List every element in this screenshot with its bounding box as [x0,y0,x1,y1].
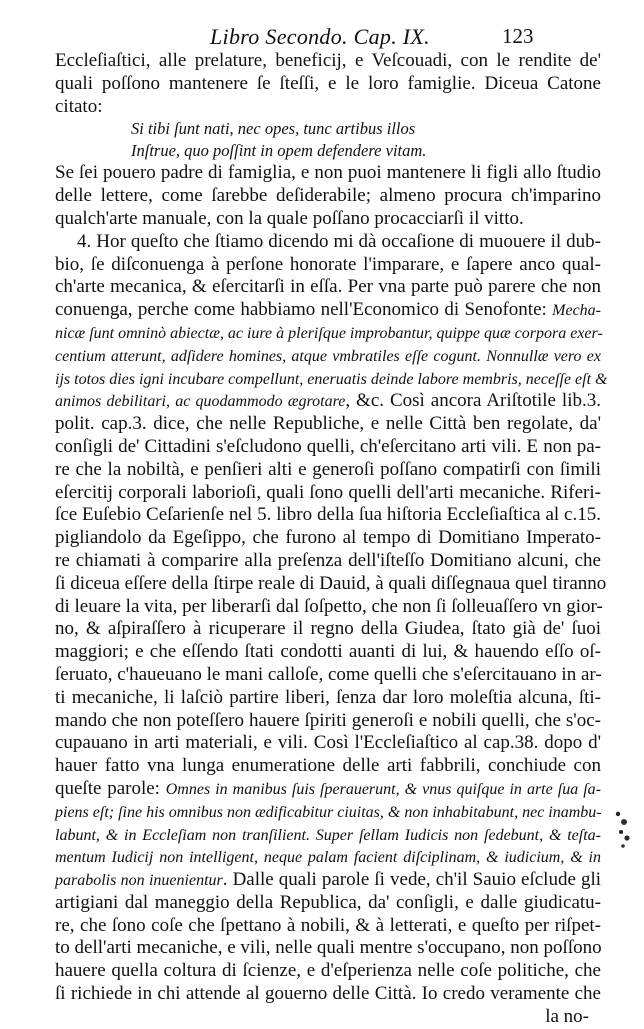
ink-speck [624,835,629,840]
text-run: conuenga, perche come habbiamo nell'Economico di Senofonte: [55,299,553,321]
text-line [55,482,601,505]
text-run: mando che non poteſſero hauere ſpiriti generoſi e nobili quelli, che s'oc- [55,709,601,731]
ink-smudge [612,808,634,852]
text-line [55,459,601,482]
text-line [55,208,601,231]
text-line [55,846,601,869]
text-line [55,824,601,847]
text-line [55,413,601,436]
page-number: 123 [502,24,534,48]
ink-speck [621,844,625,848]
text-line [55,732,601,755]
text-run: di leuare la vita, per liberarſi dal ſoſpetto, che non ſi ſolleuaſſero vn gior- [55,595,603,617]
text-run: . Dalle quali parole ſi vede, ch'il Sauio eſclude gli [222,869,602,891]
text-run: delle lettere, come ſarebbe deſiderabile; almeno procura ch'imparino [55,185,601,207]
latin-quote-run: centium atterunt, adſidere homines, atque vmbratiles eſſe cogunt. Nonnullæ vero ex [55,347,601,365]
text-line [55,73,601,96]
text-line [55,618,601,641]
text-run: hauer fatto vna lunga enumeratione delle arti fabbrili, conchiude con [55,755,601,777]
text-line [55,937,601,960]
catchword-text: la no- [545,1005,589,1027]
ink-speck [621,819,627,825]
latin-quote-run: piens eſt; ſine his omnibus non ædificabitur ciuitas, & non inhabitabunt, nec inambu- [55,803,602,821]
text-run: artigiani dal maneggio della Republica, da' conſigli, e dalle giudicatu- [55,891,601,913]
text-run: 4. Hor queſto che ſtiamo dicendo mi dà occaſione di muouere il dub- [77,230,601,252]
text-run: no, & aſpiraſſero à ricuperare il regno della Giudea, ſtato già de' ſuoi [55,618,601,640]
latin-quote-run: ijs totos dies igni incubare compellunt, eneruatis deinde labore membris, neceſſe eſt & [55,370,608,388]
text-line [55,641,601,664]
text-run: conſigli de' Cittadini s'eſcludono quelli, ch'eſercitano arti vili. E non pa- [55,435,601,457]
latin-quote-run: Omnes in manibus ſuis ſperauerunt, & vnus quiſque in arte ſua ſa- [165,780,601,798]
paragraph-start-line [55,231,601,254]
verse-line [55,118,601,140]
page-header [0,18,644,52]
text-line [55,299,601,322]
text-line [55,687,601,710]
text-run: bio, ſe diſconuenga à perſone honorate l'imparare, e ſapere anco qual- [55,253,601,275]
text-line [55,322,601,345]
text-run: quali poſſono mantenere ſe ſteſſi, e le loro famiglie. Diceua Catone [55,72,601,94]
text-line [55,504,601,527]
text-run: to dell'arti mecaniche, e vili, nelle quali mentre s'occupano, non poſſono [55,937,602,959]
text-line [55,710,601,733]
text-run: queſte parole: [55,777,166,799]
text-line [55,276,601,299]
text-line [55,550,601,573]
text-line [55,801,601,824]
text-run: ch'arte mecanica, & eſercitarſi in eſſa. Per vna parte può parere che non [55,276,601,298]
text-run: Inſtrue, quo poſſint in opem defendere vitam. [131,141,427,161]
text-run: maggiori; e che eſſendo ſtati condotti auanti di lui, & hauendo eſſo oſ- [55,641,601,663]
text-run: citato: [55,95,103,117]
text-run: re chiamati à comparire alla preſenza dell'iſteſſo Domitiano alcuni, che [55,549,601,571]
text-line [55,664,601,687]
text-line [55,960,601,983]
verse-line [55,140,601,162]
text-line [55,390,601,413]
latin-quote-run: animos debilitari, ac quodammodo ægrotare [55,393,346,411]
text-run: pigliandolo da Egeſippo, che furono al tempo di Domitiano Imperato- [55,527,601,549]
text-line [55,983,601,1006]
text-run: hauere quella coltura di ſcienze, e d'eſperienza nelle coſe politiche, che [55,960,601,982]
body-text [55,50,608,1029]
text-run: ſi richiede in chi attende al gouerno delle Città. Io credo veramente che [55,983,601,1005]
text-run: re, che ſono coſe che ſpettano à nobili, & à letterati, e queſto per riſpet- [55,914,601,936]
ink-speck [619,830,623,834]
running-title: Libro Secondo. Cap. IX. [210,24,430,49]
text-line [55,345,601,368]
text-run: Si tibi ſunt nati, nec opes, tunc artibus illos [131,119,416,139]
latin-quote-run: parabolis non inuenientur [55,872,223,890]
text-run: cupauano in arti materiali, e vili. Così l'Eccleſiaſtico al cap.38. dopo d' [55,732,601,754]
text-run: qualch'arte manuale, con la quale poſſano procacciarſi il vitto. [55,207,524,229]
text-run: , &c. Così ancora Ariſtotile lib.3. [345,390,601,412]
text-line [55,596,601,619]
latin-quote-run: labunt, & in Eccleſiam non tranſilient. Super ſellam Iudicis non ſedebunt, & teſta- [55,826,601,844]
text-run: Se ſei pouero padre di famiglia, e non puoi mantenere li figli allo ſtudio [55,162,601,184]
text-line [55,254,601,277]
latin-quote-run: nicæ ſunt omninò abiectæ, ac iure à pleriſque improbantur, quippe quæ corpora exer- [55,324,603,342]
text-line [55,755,601,778]
latin-quote-run: Mecha- [552,302,601,320]
text-line [55,892,601,915]
text-run: eſercitij corporali laborioſi, quali ſono quelli dell'arti mecaniche. Riferi- [55,481,601,503]
text-run: ſeruato, c'haueuano le mani calloſe, come quelli che s'eſercitauano in ar- [55,663,602,685]
text-run: ſi diceua eſſere della ſtirpe reale di Dauid, à quali diſſegnaua quel tiranno [55,572,607,594]
text-line [55,527,601,550]
text-run: polit. cap.3. dice, che nelle Republiche, e nelle Città ben regolate, da' [55,413,601,435]
text-run: ti mecaniche, li laſciò partire liberi, ſenza dar loro moleſtia alcuna, ſti- [55,686,601,708]
text-line [55,778,601,801]
text-run: ſce Euſebio Ceſarienſe nel 5. libro della ſua hiſtoria Eccleſiaſtica al c.15. [55,504,601,526]
text-line [55,869,601,892]
text-line [55,436,601,459]
text-line [55,915,601,938]
ink-speck [616,812,620,816]
text-line [55,162,601,185]
latin-quote-run: mentum Iudicij non intelligent, neque palam facient diſciplinam, & iudicium, & in [55,849,601,867]
text-line [55,368,608,391]
text-run: re che la nobiltà, e penſieri alti e generoſi poſſano compatirſi con ſimili [55,458,601,480]
text-line [55,572,607,596]
text-line [55,50,601,73]
text-line [55,185,601,208]
text-line [55,96,601,119]
catchword [55,1006,601,1029]
text-run: Eccleſiaſtici, alle prelature, beneficij, e Veſcouadi, con le rendite de' [55,50,601,71]
